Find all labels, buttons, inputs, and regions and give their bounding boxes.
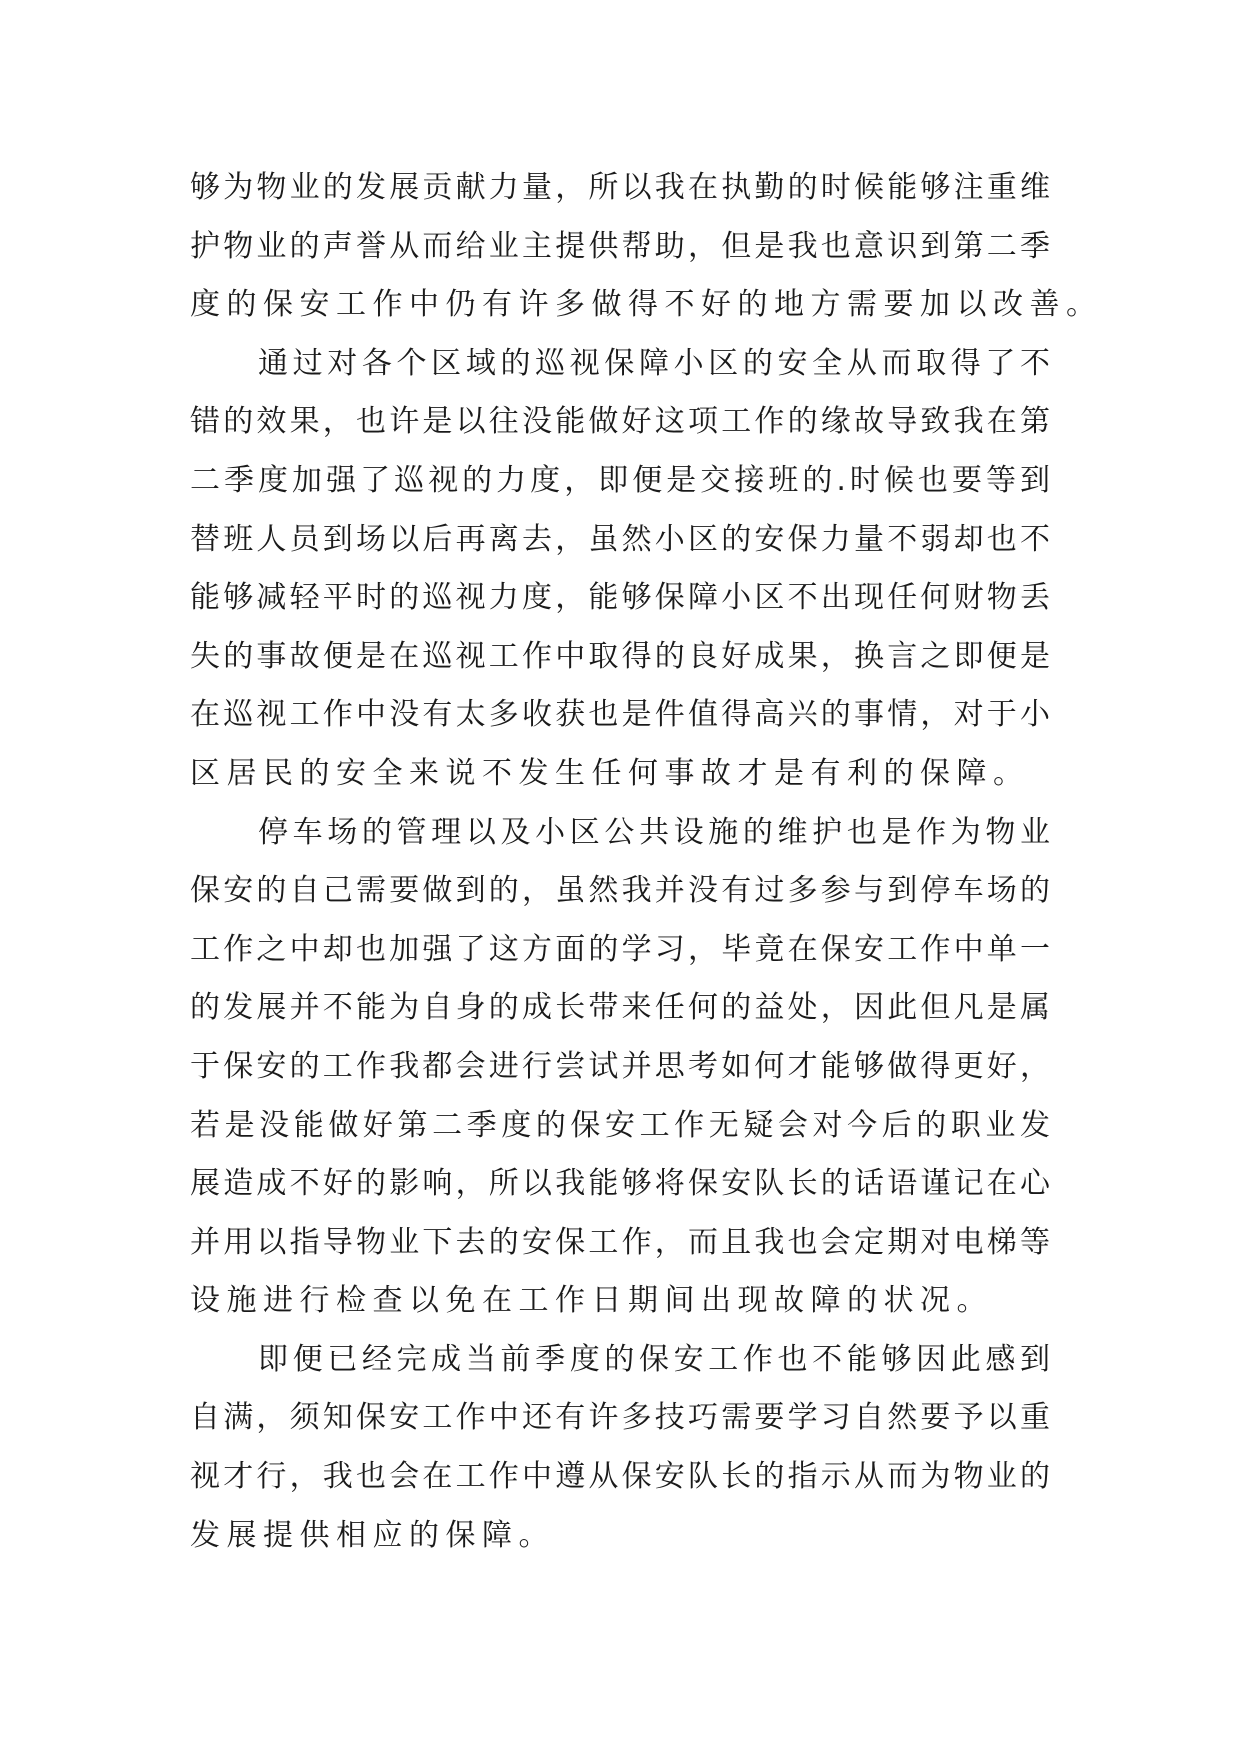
paragraph-3 xyxy=(190,804,1050,1331)
text-line: 够为物业的发展贡献力量，所以我在执勤的时候能够注重维 xyxy=(190,170,1050,205)
text-line: 设施进行检查以免在工作日期间出现故障的状况。 xyxy=(190,1283,993,1319)
text-line: 视才行，我也会在工作中遵从保安队长的指示从而为物业的 xyxy=(190,1459,1050,1495)
text-line: 展造成不好的影响，所以我能够将保安队长的话语谨记在心 xyxy=(190,1166,1050,1202)
text-line: 保安的自己需要做到的，虽然我并没有过多参与到停车场的 xyxy=(190,873,1050,909)
text-line: 的发展并不能为自身的成长带来任何的益处，因此但凡是属 xyxy=(190,990,1050,1026)
text-line: 通过对各个区域的巡视保障小区的安全从而取得了不 xyxy=(258,345,1050,381)
text-line: 护物业的声誉从而给业主提供帮助，但是我也意识到第二季 xyxy=(190,228,1050,264)
text-line: 于保安的工作我都会进行尝试并思考如何才能够做得更好， xyxy=(190,1048,1050,1084)
text-line: 工作之中却也加强了这方面的学习，毕竟在保安工作中单一 xyxy=(190,931,1050,967)
text-line: 度的保安工作中仍有许多做得不好的地方需要加以改善。 xyxy=(190,287,1103,323)
text-line: 错的效果，也许是以往没能做好这项工作的缘故导致我在第 xyxy=(190,404,1050,440)
text-line: 停车场的管理以及小区公共设施的维护也是作为物业 xyxy=(258,814,1050,850)
text-line: 二季度加强了巡视的力度，即便是交接班的.时候也要等到 xyxy=(190,462,1050,498)
paragraph-2 xyxy=(190,335,1050,804)
paragraph-4 xyxy=(190,1331,1050,1565)
paragraph-1 xyxy=(190,159,1103,335)
text-line: 发展提供相应的保障。 xyxy=(190,1517,555,1553)
text-line: 即便已经完成当前季度的保安工作也不能够因此感到 xyxy=(258,1341,1050,1377)
text-line: 失的事故便是在巡视工作中取得的良好成果，换言之即便是 xyxy=(190,638,1050,674)
text-line: 替班人员到场以后再离去，虽然小区的安保力量不弱却也不 xyxy=(190,521,1050,557)
text-line: 自满，须知保安工作中还有许多技巧需要学习自然要予以重 xyxy=(190,1400,1050,1436)
text-line: 并用以指导物业下去的安保工作，而且我也会定期对电梯等 xyxy=(190,1224,1050,1260)
text-line: 若是没能做好第二季度的保安工作无疑会对今后的职业发 xyxy=(190,1107,1050,1143)
text-line: 在巡视工作中没有太多收获也是件值得高兴的事情，对于小 xyxy=(190,697,1050,733)
document-body xyxy=(190,159,1103,1565)
text-line: 能够减轻平时的巡视力度，能够保障小区不出现任何财物丢 xyxy=(190,580,1050,616)
text-line: 区居民的安全来说不发生任何事故才是有利的保障。 xyxy=(190,755,1030,791)
